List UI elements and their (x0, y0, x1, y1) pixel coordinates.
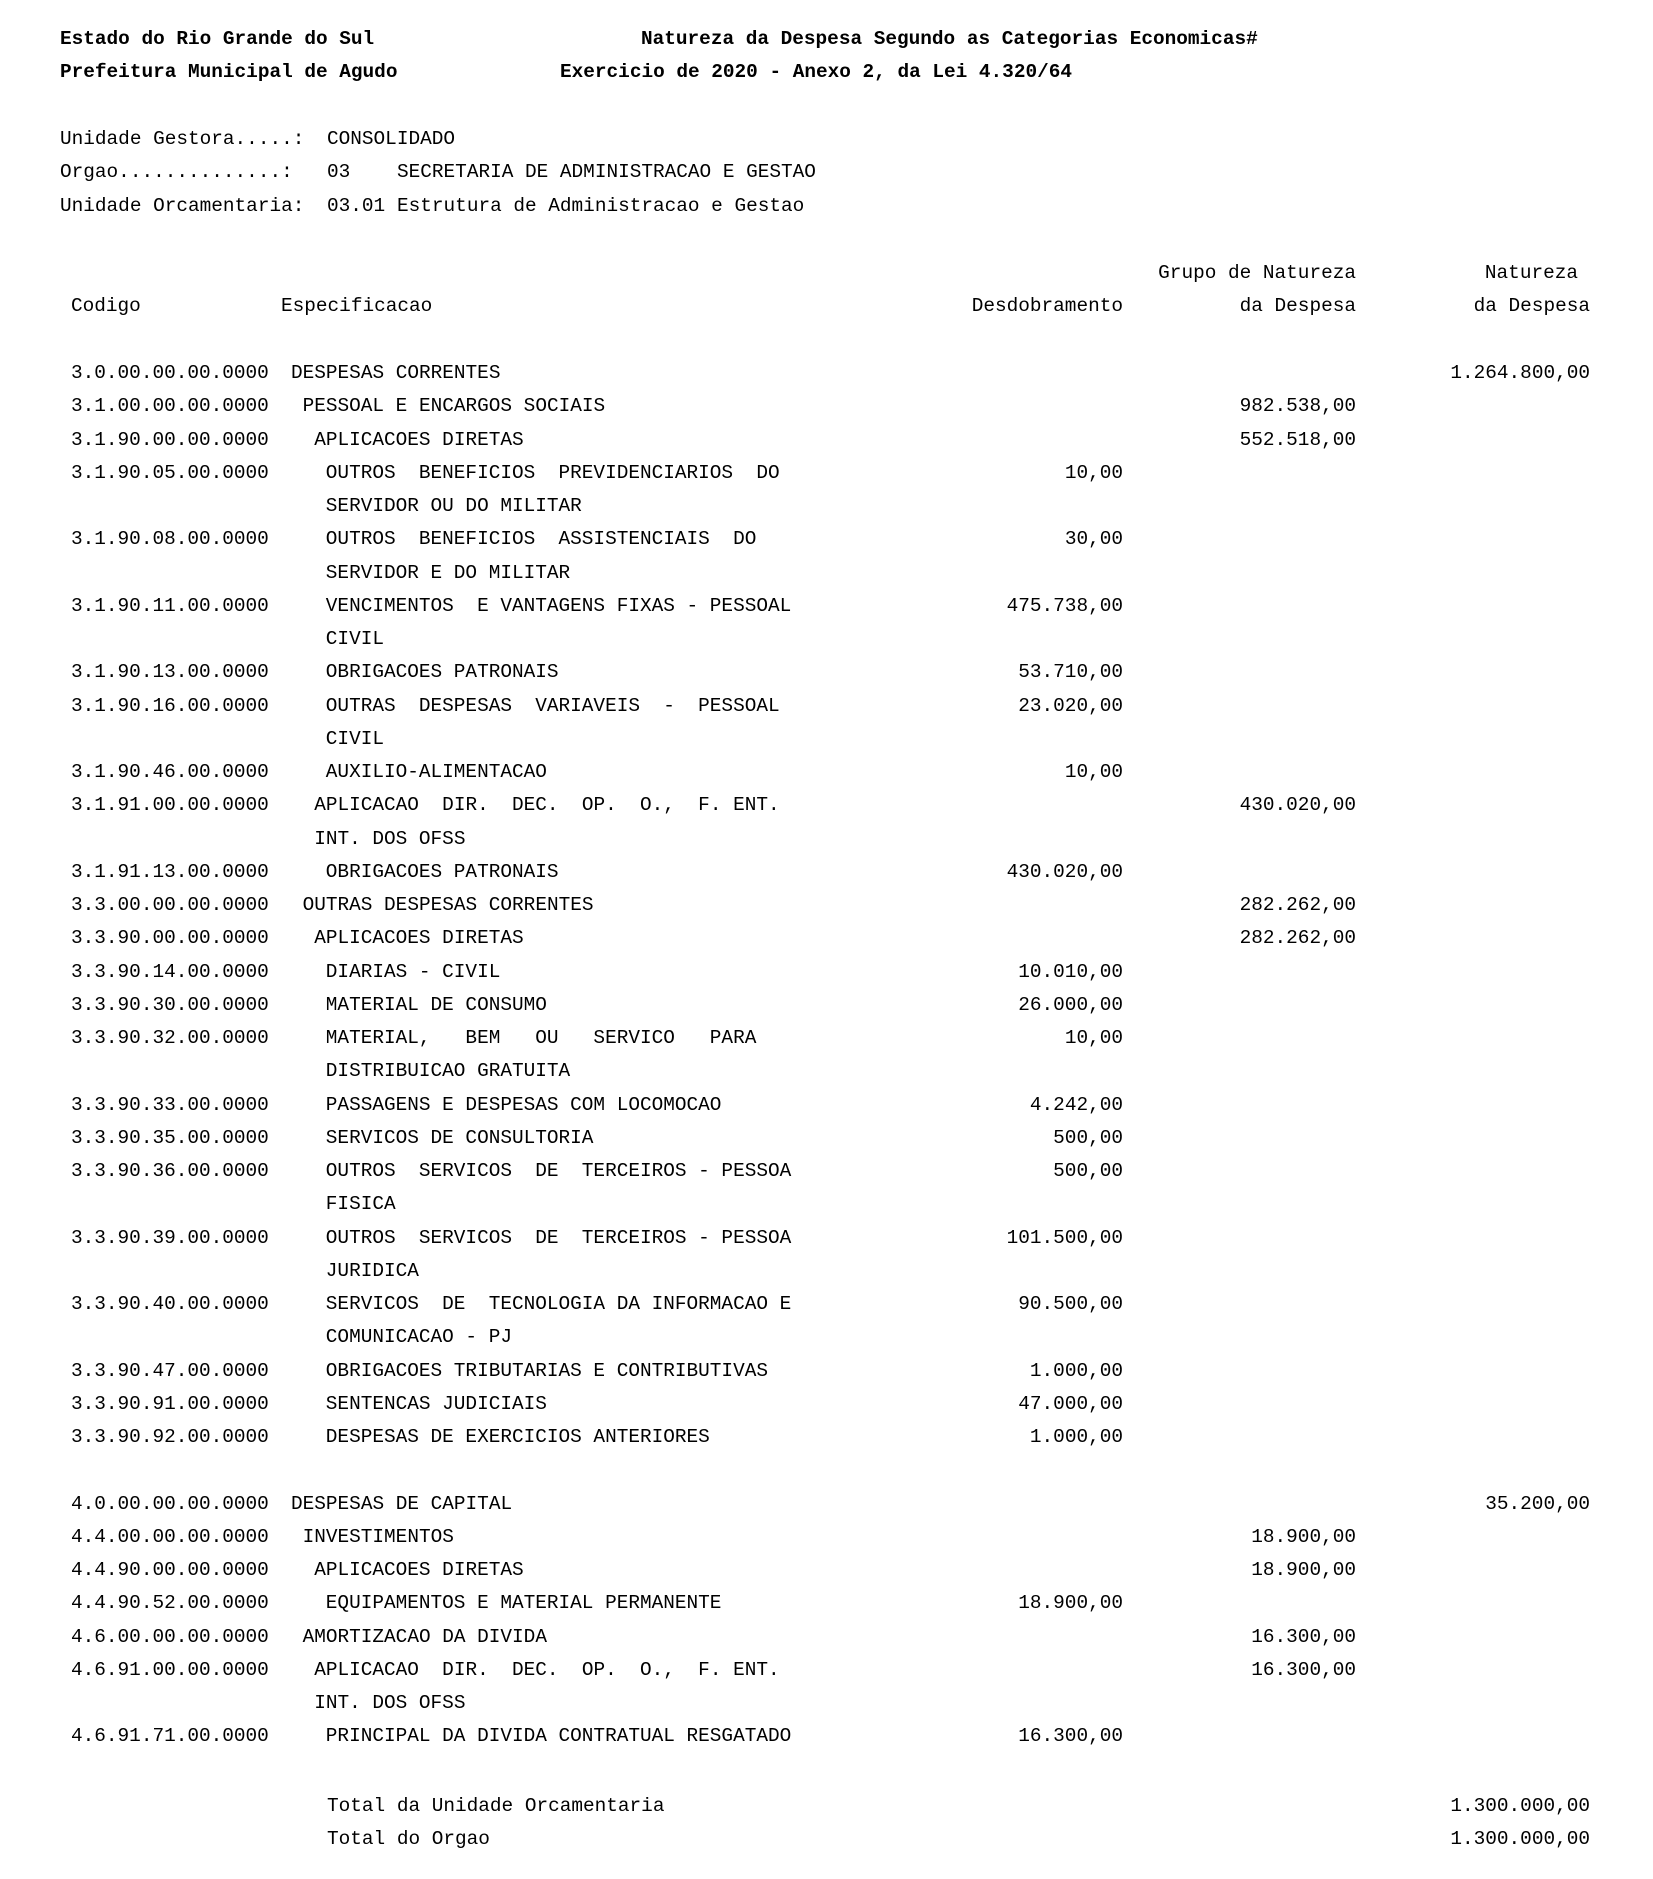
row-specification: OUTRAS DESPESAS CORRENTES (302, 894, 594, 916)
row-code: 3.3.00.00.00.0000 (71, 894, 269, 916)
row-desdobramento: 23.020,00 (1018, 694, 1123, 717)
row-code: 3.1.90.13.00.0000 (71, 661, 269, 684)
row-grupo-natureza: 430.020,00 (1239, 794, 1356, 817)
row-code: 3.0.00.00.00.0000 (71, 362, 269, 384)
row-code: 3.3.90.35.00.0000 (71, 1126, 269, 1149)
header-state: Estado do Rio Grande do Sul (60, 28, 375, 50)
unidade-gestora-label: Unidade Gestora.....: (60, 128, 305, 150)
report-subtitle: Exercicio de 2020 - Anexo 2, da Lei 4.320/64 (560, 61, 1072, 83)
row-specification: OBRIGACOES PATRONAIS (325, 661, 559, 684)
row-desdobramento: 10,00 (1064, 1027, 1123, 1049)
row-specification: VENCIMENTOS E VANTAGENS FIXAS - PESSOAL (325, 594, 792, 617)
orgao-code: 03 (327, 161, 351, 183)
row-specification: INVESTIMENTOS (302, 1525, 454, 1548)
total-unidade-label: Total da Unidade Orcamentaria (327, 1795, 665, 1817)
row-code: 3.1.91.00.00.0000 (71, 794, 269, 817)
total-unidade-value: 1.300.000,00 (1450, 1795, 1590, 1817)
row-specification: DESPESAS DE CAPITAL (291, 1492, 513, 1515)
row-specification: APLICACOES DIRETAS (314, 428, 524, 451)
row-code: 3.1.90.46.00.0000 (71, 761, 269, 783)
row-specification: SERVICOS DE TECNOLOGIA DA INFORMACAO E (325, 1293, 792, 1315)
row-specification: MATERIAL DE CONSUMO (325, 993, 547, 1016)
row-code: 3.1.90.00.00.0000 (71, 428, 269, 451)
row-code: 3.3.90.47.00.0000 (71, 1359, 269, 1382)
col-header-codigo: Codigo (71, 295, 141, 317)
row-specification: APLICACAO DIR. DEC. OP. O., F. ENT. (314, 1658, 780, 1681)
row-code: 3.3.90.36.00.0000 (71, 1160, 269, 1182)
row-specification: DESPESAS CORRENTES (291, 362, 501, 384)
row-code: 3.1.90.16.00.0000 (71, 694, 269, 717)
row-desdobramento: 430.020,00 (1006, 860, 1123, 883)
col-header-natureza-line2: da Despesa (1473, 295, 1590, 317)
row-natureza: 35.200,00 (1485, 1492, 1590, 1515)
row-specification: OBRIGACOES TRIBUTARIAS E CONTRIBUTIVAS (325, 1359, 768, 1382)
row-specification: SERVICOS DE CONSULTORIA (325, 1126, 594, 1149)
row-specification: APLICACAO DIR. DEC. OP. O., F. ENT. (314, 794, 780, 817)
row-specification: SENTENCAS JUDICIAIS (325, 1392, 547, 1415)
row-desdobramento: 47.000,00 (1018, 1392, 1123, 1415)
row-desdobramento: 475.738,00 (1006, 594, 1123, 617)
row-specification: OUTROS SERVICOS DE TERCEIROS - PESSOA (325, 1226, 792, 1249)
row-specification-continuation: SERVIDOR E DO MILITAR (325, 561, 571, 584)
unidade-orcamentaria-code: 03.01 (327, 195, 386, 217)
row-desdobramento: 4.242,00 (1029, 1093, 1123, 1116)
col-header-especificacao: Especificacao (281, 295, 433, 317)
row-specification-continuation: CIVIL (325, 727, 384, 750)
row-desdobramento: 90.500,00 (1018, 1293, 1123, 1315)
row-specification: DESPESAS DE EXERCICIOS ANTERIORES (325, 1426, 710, 1448)
row-specification-continuation: FISICA (325, 1193, 396, 1216)
row-specification-continuation: JURIDICA (325, 1259, 419, 1282)
row-grupo-natureza: 18.900,00 (1251, 1525, 1356, 1548)
row-desdobramento: 1.000,00 (1029, 1359, 1123, 1382)
row-specification: OUTROS BENEFICIOS PREVIDENCIARIOS DO (325, 461, 780, 484)
row-grupo-natureza: 282.262,00 (1239, 894, 1356, 916)
row-code: 3.1.90.11.00.0000 (71, 594, 269, 617)
row-code: 3.3.90.14.00.0000 (71, 960, 269, 983)
total-orgao-label: Total do Orgao (327, 1828, 490, 1850)
row-code: 3.3.90.30.00.0000 (71, 993, 269, 1016)
row-code: 3.1.91.13.00.0000 (71, 860, 269, 883)
row-specification-continuation: SERVIDOR OU DO MILITAR (325, 495, 582, 517)
row-specification-continuation: INT. DOS OFSS (314, 827, 466, 850)
orgao-label: Orgao..............: (60, 161, 293, 183)
col-header-natureza-line1: Natureza (1484, 262, 1578, 284)
row-code: 3.1.00.00.00.0000 (71, 395, 269, 418)
row-grupo-natureza: 282.262,00 (1239, 927, 1356, 950)
row-code: 4.4.00.00.00.0000 (71, 1525, 269, 1548)
row-desdobramento: 53.710,00 (1018, 661, 1123, 684)
row-specification-continuation: CIVIL (325, 628, 384, 650)
row-natureza: 1.264.800,00 (1450, 362, 1590, 384)
row-desdobramento: 101.500,00 (1006, 1226, 1123, 1249)
row-grupo-natureza: 552.518,00 (1239, 428, 1356, 451)
col-header-desdobramento: Desdobramento (971, 295, 1123, 317)
unidade-gestora-value: CONSOLIDADO (327, 128, 455, 150)
row-code: 3.3.90.00.00.0000 (71, 927, 269, 950)
row-specification: PESSOAL E ENCARGOS SOCIAIS (302, 395, 606, 418)
row-specification: OUTRAS DESPESAS VARIAVEIS - PESSOAL (325, 694, 780, 717)
total-orgao-value: 1.300.000,00 (1450, 1828, 1590, 1850)
row-code: 3.3.90.33.00.0000 (71, 1093, 269, 1116)
row-code: 3.3.90.39.00.0000 (71, 1226, 269, 1249)
row-specification-continuation: DISTRIBUICAO GRATUITA (325, 1060, 571, 1083)
row-grupo-natureza: 982.538,00 (1239, 395, 1356, 418)
report-title: Natureza da Despesa Segundo as Categorias Economicas# (641, 28, 1258, 50)
col-header-grupo-line2: da Despesa (1239, 295, 1356, 317)
row-code: 4.6.00.00.00.0000 (71, 1625, 269, 1648)
row-code: 3.3.90.91.00.0000 (71, 1392, 269, 1415)
row-specification: DIARIAS - CIVIL (325, 960, 501, 983)
row-code: 4.6.91.00.00.0000 (71, 1658, 269, 1681)
row-desdobramento: 16.300,00 (1018, 1725, 1123, 1748)
header-city: Prefeitura Municipal de Agudo (60, 61, 398, 83)
row-code: 3.3.90.92.00.0000 (71, 1426, 269, 1448)
unidade-orcamentaria-name: Estrutura de Administracao e Gestao (397, 195, 805, 217)
row-desdobramento: 10,00 (1064, 761, 1123, 783)
row-code: 4.0.00.00.00.0000 (71, 1492, 269, 1515)
row-specification-continuation: COMUNICACAO - PJ (325, 1326, 512, 1349)
row-specification: OUTROS BENEFICIOS ASSISTENCIAIS DO (325, 528, 757, 551)
row-specification: APLICACOES DIRETAS (314, 927, 524, 950)
row-desdobramento: 10.010,00 (1018, 960, 1123, 983)
row-desdobramento: 1.000,00 (1029, 1426, 1123, 1448)
row-code: 4.4.90.52.00.0000 (71, 1592, 269, 1615)
row-code: 3.1.90.08.00.0000 (71, 528, 269, 551)
col-header-grupo-line1: Grupo de Natureza (1158, 262, 1356, 284)
row-specification: OUTROS SERVICOS DE TERCEIROS - PESSOA (325, 1160, 792, 1182)
row-code: 3.1.90.05.00.0000 (71, 461, 269, 484)
row-grupo-natureza: 16.300,00 (1251, 1625, 1356, 1648)
row-grupo-natureza: 16.300,00 (1251, 1658, 1356, 1681)
orgao-name: SECRETARIA DE ADMINISTRACAO E GESTAO (397, 161, 816, 183)
row-specification: MATERIAL, BEM OU SERVICO PARA (325, 1027, 757, 1049)
row-specification: AMORTIZACAO DA DIVIDA (302, 1625, 547, 1648)
row-desdobramento: 18.900,00 (1018, 1592, 1123, 1615)
row-specification: PASSAGENS E DESPESAS COM LOCOMOCAO (325, 1093, 722, 1116)
row-desdobramento: 500,00 (1053, 1126, 1123, 1149)
row-specification: EQUIPAMENTOS E MATERIAL PERMANENTE (325, 1592, 722, 1615)
row-code: 3.3.90.32.00.0000 (71, 1027, 269, 1049)
row-desdobramento: 10,00 (1064, 461, 1123, 484)
row-desdobramento: 30,00 (1064, 528, 1123, 551)
row-grupo-natureza: 18.900,00 (1251, 1559, 1356, 1581)
unidade-orcamentaria-label: Unidade Orcamentaria: (60, 195, 305, 217)
row-specification: AUXILIO-ALIMENTACAO (325, 761, 547, 783)
row-specification-continuation: INT. DOS OFSS (314, 1692, 466, 1714)
row-code: 4.6.91.71.00.0000 (71, 1725, 269, 1748)
row-specification: PRINCIPAL DA DIVIDA CONTRATUAL RESGATADO (325, 1725, 792, 1748)
row-code: 4.4.90.00.00.0000 (71, 1559, 269, 1581)
row-desdobramento: 500,00 (1053, 1160, 1123, 1182)
row-desdobramento: 26.000,00 (1018, 993, 1123, 1016)
row-code: 3.3.90.40.00.0000 (71, 1293, 269, 1315)
row-specification: OBRIGACOES PATRONAIS (325, 860, 559, 883)
row-specification: APLICACOES DIRETAS (314, 1559, 524, 1581)
